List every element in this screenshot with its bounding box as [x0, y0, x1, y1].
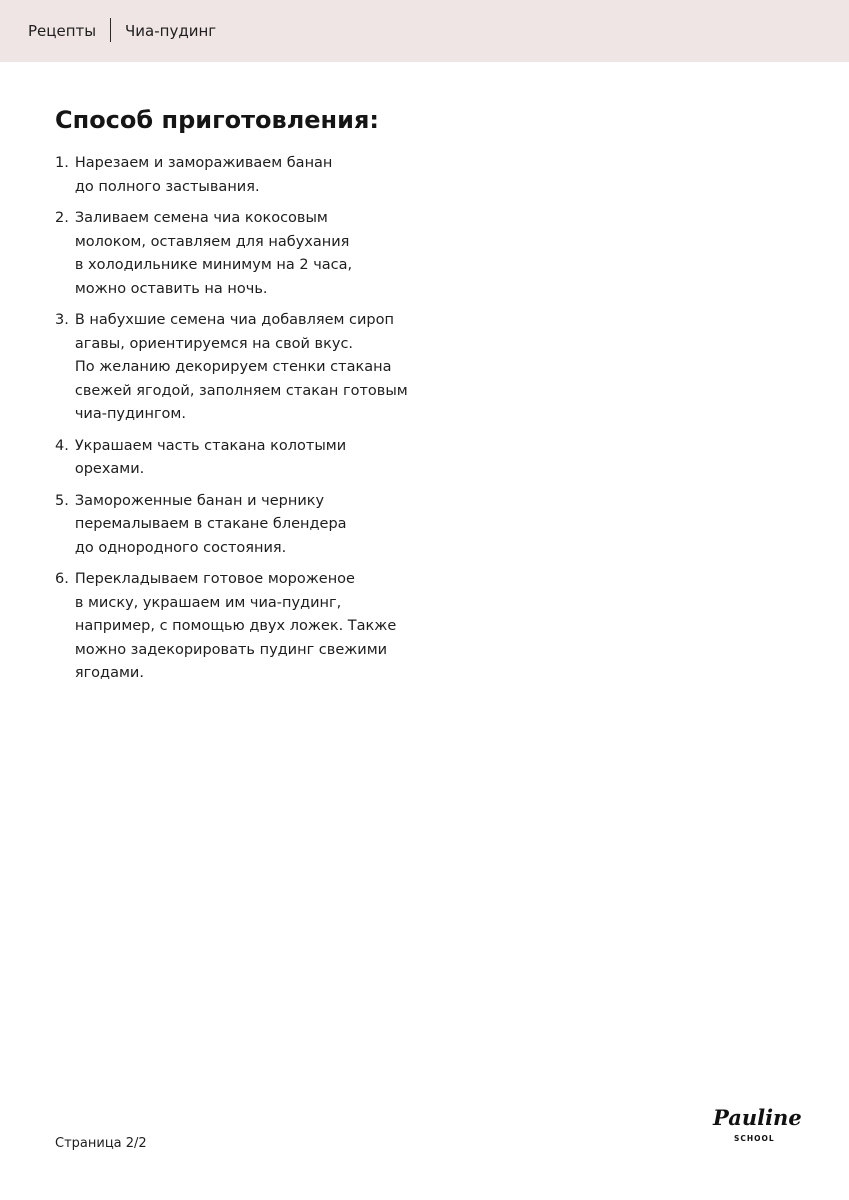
step-text-line: Замороженные банан и чернику: [74, 492, 325, 509]
step-text: [75, 309, 455, 427]
step-text-line: Перекладываем готовое мороженое: [74, 571, 355, 587]
step-text-line: ягодами.: [74, 665, 144, 681]
step-item: [55, 435, 455, 482]
step-text-line: до полного застывания.: [74, 178, 260, 195]
page-number: Страница 2/2: [55, 1136, 147, 1151]
step-item: [55, 490, 455, 561]
step-text: [75, 490, 455, 561]
header-bar: [0, 0, 849, 62]
step-text-line: свежей ягодой, заполняем стакан готовым: [74, 382, 408, 399]
step-item: [55, 309, 455, 427]
step-text-line: можно оставить на ночь.: [74, 280, 268, 297]
step-number: 2.: [55, 210, 69, 226]
step-item: [55, 568, 455, 686]
step-text-line: перемалываем в стакане блендера: [74, 516, 347, 532]
logo-subtitle: SCHOOL: [734, 1134, 775, 1143]
step-number: 6.: [55, 571, 69, 587]
step-text-line: орехами.: [74, 461, 145, 477]
step-item: [55, 152, 455, 199]
step-text: [75, 152, 455, 199]
step-number: 1.: [55, 155, 69, 171]
pauline-school-logo: [713, 1104, 803, 1148]
step-text-line: Украшаем часть стакана колотыми: [74, 437, 347, 454]
step-number: 3.: [55, 312, 69, 328]
step-text-line: Заливаем семена чиа кокосовым: [74, 210, 328, 226]
step-text-line: в миску, украшаем им чиа-пудинг,: [74, 594, 342, 611]
breadcrumb-current-page: Чиа-пудинг: [125, 22, 217, 40]
breadcrumb-divider: [110, 18, 111, 42]
steps-list: [55, 152, 455, 694]
logo-wordmark: Pauline: [713, 1105, 802, 1130]
step-text-line: Нарезаем и замораживаем банан: [74, 155, 333, 171]
step-item: [55, 207, 455, 301]
page-title: Способ приготовления:: [55, 106, 379, 134]
step-text-line: По желанию декорируем стенки стакана: [74, 359, 392, 375]
step-number: 5.: [55, 492, 69, 509]
step-text: [75, 207, 455, 301]
step-text-line: В набухшие семена чиа добавляем сироп: [74, 312, 394, 328]
step-text-line: в холодильнике минимум на 2 часа,: [74, 257, 353, 273]
step-text-line: можно задекорировать пудинг свежими: [74, 641, 388, 658]
step-text-line: например, с помощью двух ложек. Также: [74, 618, 397, 634]
step-number: 4.: [55, 437, 69, 454]
breadcrumb-recipes[interactable]: Рецепты: [28, 22, 97, 40]
step-text: [75, 435, 455, 482]
step-text: [75, 568, 455, 686]
step-text-line: молоком, оставляем для набухания: [74, 233, 350, 250]
step-text-line: агавы, ориентируемся на свой вкус.: [74, 335, 354, 352]
step-text-line: до однородного состояния.: [74, 539, 287, 556]
step-text-line: чиа-пудингом.: [74, 406, 186, 422]
